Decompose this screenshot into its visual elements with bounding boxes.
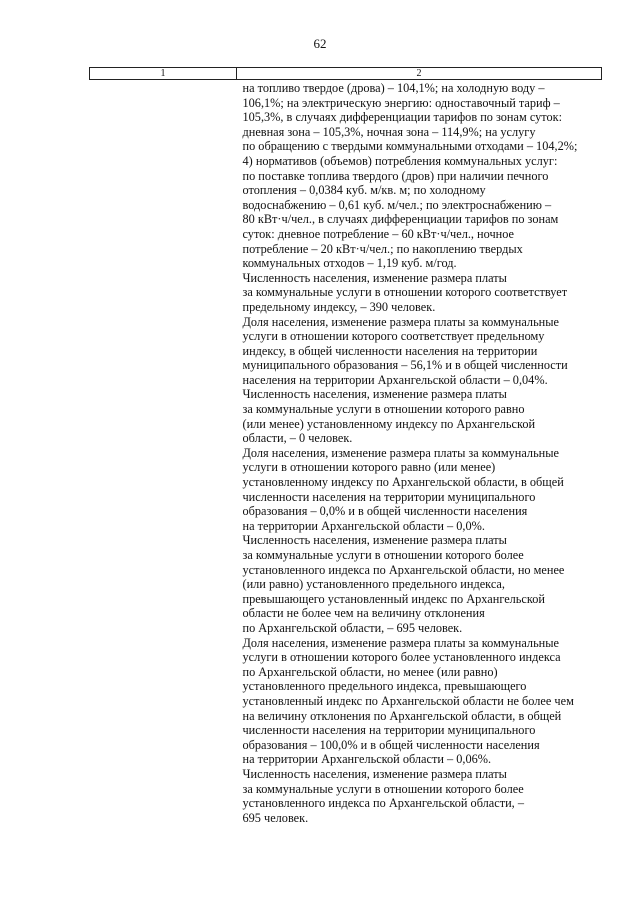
- text-line: по Архангельской области, – 695 человек.: [242, 620, 463, 635]
- text-line: установленного индекса по Архангельской области, –: [242, 796, 524, 811]
- column-2-header: 2: [237, 68, 602, 80]
- text-line: на величину отклонения по Архангельской области, в общей: [242, 708, 562, 723]
- text-line: суток: дневное потребление – 60 кВт·ч/чел., ночное: [242, 226, 514, 241]
- text-line: Численность населения, изменение размера платы: [242, 766, 507, 781]
- text-line: услуги в отношении которого равно (или менее): [242, 460, 496, 475]
- text-line: по поставке топлива твердого (дров) при наличии печного: [242, 168, 549, 183]
- text-line: на топливо твердое (дрова) – 104,1%; на холодную воду –: [242, 81, 545, 95]
- document-table: [89, 67, 602, 825]
- text-line: по Архангельской области, но менее (или равно): [242, 664, 498, 679]
- text-line: 4) нормативов (объемов) потребления коммунальных услуг:: [242, 153, 558, 168]
- text-line: населения на территории Архангельской области – 0,04%.: [242, 372, 548, 387]
- text-line: Доля населения, изменение размера платы за коммунальные: [242, 635, 559, 650]
- text-line: образования – 0,0% и в общей численности населения: [242, 504, 528, 519]
- text-line: 106,1%; на электрическую энергию: одноставочный тариф –: [242, 95, 560, 110]
- text-line: 695 человек.: [242, 810, 309, 825]
- table-body-row: [90, 80, 602, 826]
- text-line: установленного индекса по Архангельской области, но менее: [242, 562, 565, 577]
- text-line: области не более чем на величину отклонения: [242, 606, 485, 621]
- document-text: [237, 80, 602, 825]
- text-line: численности населения на территории муниципального: [242, 723, 536, 738]
- text-line: области, – 0 человек.: [242, 431, 353, 446]
- column-1-cell: [90, 80, 237, 826]
- text-line: коммунальных отходов – 1,19 куб. м/год.: [242, 256, 457, 271]
- text-line: индексу, в общей численности населения на территории: [242, 343, 538, 358]
- text-line: водоснабжению – 0,61 куб. м/чел.; по электроснабжению –: [242, 197, 552, 212]
- text-line: муниципального образования – 56,1% и в общей численности: [242, 358, 568, 373]
- text-line: за коммунальные услуги в отношении которого более: [242, 781, 524, 796]
- page-number: 62: [313, 36, 327, 51]
- text-line: установленный индекс по Архангельской области не более чем: [242, 693, 574, 708]
- text-line: дневная зона – 105,3%, ночная зона – 114,9%; на услугу: [242, 124, 536, 139]
- text-line: Численность населения, изменение размера платы: [242, 533, 507, 548]
- column-1-header: 1: [90, 68, 237, 80]
- table-header-row: [90, 68, 602, 80]
- text-line: Доля населения, изменение размера платы за коммунальные: [242, 314, 559, 329]
- text-line: за коммунальные услуги в отношении которого соответствует: [242, 285, 568, 300]
- text-line: (или равно) установленного предельного индекса,: [242, 577, 505, 592]
- text-line: (или менее) установленному индексу по Архангельской: [242, 416, 536, 431]
- text-line: потребление – 20 кВт·ч/чел.; по накоплению твердых: [242, 241, 523, 256]
- text-line: численности населения на территории муниципального: [242, 489, 536, 504]
- text-line: 105,3%, в случаях дифференциации тарифов по зонам суток:: [242, 110, 563, 125]
- text-line: отопления – 0,0384 куб. м/кв. м; по холодному: [242, 183, 486, 198]
- text-line: услуги в отношении которого более установленного индекса: [242, 650, 561, 665]
- text-line: предельному индексу, – 390 человек.: [242, 299, 436, 314]
- text-line: за коммунальные услуги в отношении которого равно: [242, 402, 525, 417]
- text-line: Доля населения, изменение размера платы за коммунальные: [242, 445, 559, 460]
- text-line: Численность населения, изменение размера платы: [242, 270, 507, 285]
- text-line: установленного предельного индекса, превышающего: [242, 679, 527, 694]
- text-line: установленному индексу по Архангельской области, в общей: [242, 475, 564, 490]
- text-line: услуги в отношении которого соответствует предельному: [242, 329, 545, 344]
- text-line: за коммунальные услуги в отношении которого более: [242, 548, 524, 562]
- text-line: превышающего установленный индекс по Архангельской: [242, 591, 545, 606]
- text-line: на территории Архангельской области – 0,0%.: [242, 518, 485, 533]
- text-line: 80 кВт·ч/чел., в случаях дифференциации тарифов по зонам: [242, 212, 559, 227]
- text-line: Численность населения, изменение размера платы: [242, 387, 507, 402]
- text-line: образования – 100,0% и в общей численности населения: [242, 737, 540, 752]
- text-line: по обращению с твердыми коммунальными отходами – 104,2%;: [242, 139, 578, 154]
- text-line: на территории Архангельской области – 0,06%.: [242, 752, 492, 767]
- column-2-cell: [237, 80, 602, 826]
